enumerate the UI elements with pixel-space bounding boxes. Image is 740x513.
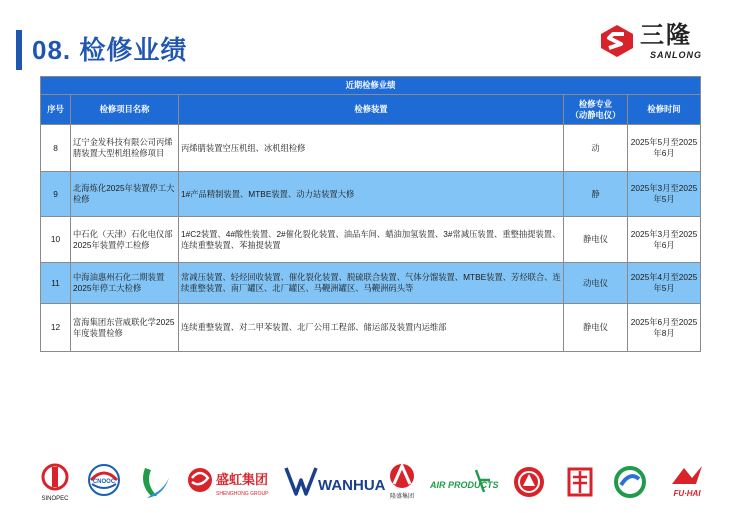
green-wave-logo xyxy=(136,462,172,502)
period: 2025年5月至2025年6月 xyxy=(628,125,701,172)
brand-name-cn: 三隆 xyxy=(640,22,692,49)
column-header: 检修时间 xyxy=(628,95,701,125)
specialty: 静电仪 xyxy=(564,217,628,263)
fuhai-logo xyxy=(662,462,712,502)
row-number: 10 xyxy=(41,217,71,263)
red-square-logo xyxy=(564,462,596,502)
column-header: 检修装置 xyxy=(179,95,564,125)
wanhua-logo xyxy=(284,462,386,502)
specialty: 动 xyxy=(564,125,628,172)
units: 1#产品精制装置、MTBE装置、动力站装置大修 xyxy=(179,172,564,217)
maintenance-table xyxy=(40,76,701,352)
longsheng-logo xyxy=(382,462,422,502)
units: 常减压装置、轻烃回收装置、催化裂化装置、脱硫联合装置、气体分馏装置、MTBE装置、芳烃联合、连续重整装置、南厂罐区、北厂罐区、马鞭洲罐区、马鞭洲码头等 xyxy=(179,263,564,304)
cnooc-logo xyxy=(84,462,124,502)
cnooc-wordmark: CNOOC xyxy=(92,479,116,485)
project-name: 中石化（天津）石化电仪部2025年装置停工检修 xyxy=(71,217,179,263)
project-name: 辽宁金发科技有限公司丙烯腈装置大型机组检修项目 xyxy=(71,125,179,172)
sanlong-mark-icon xyxy=(600,24,634,58)
units: 丙烯腈装置空压机组、冰机组检修 xyxy=(179,125,564,172)
period: 2025年3月至2025年6月 xyxy=(628,217,701,263)
row-number: 12 xyxy=(41,304,71,352)
airproducts-wordmark: AIR PRODUCTS xyxy=(430,480,499,490)
red-square-icon xyxy=(565,465,595,499)
fuhai-icon xyxy=(662,462,712,502)
title-accent-bar xyxy=(16,30,22,70)
shenghong-en: SHENGHONG GROUP xyxy=(216,491,269,497)
project-name: 富海集团东营威联化学2025年度装置检修 xyxy=(71,304,179,352)
table-row xyxy=(41,217,701,263)
red-round-logo xyxy=(512,462,546,502)
period: 2025年6月至2025年8月 xyxy=(628,304,701,352)
green-swirl-logo xyxy=(612,462,648,502)
partner-logos xyxy=(36,462,716,502)
project-name: 中海油惠州石化二期装置2025年停工大检修 xyxy=(71,263,179,304)
shenghong-logo xyxy=(186,462,276,502)
specialty: 动电仪 xyxy=(564,263,628,304)
sinopec-logo xyxy=(36,462,74,502)
table-caption: 近期检修业绩 xyxy=(41,77,701,95)
sinopec-icon xyxy=(37,462,73,502)
brand-name-en: SANLONG xyxy=(650,50,702,60)
red-round-icon xyxy=(512,464,546,500)
longsheng-icon xyxy=(382,462,422,502)
table-row xyxy=(41,125,701,172)
row-number: 11 xyxy=(41,263,71,304)
project-name: 北海炼化2025年装置停工大检修 xyxy=(71,172,179,217)
shenghong-cn: 盛虹集团 xyxy=(216,473,269,488)
longsheng-cn: 隆盛集团 xyxy=(389,493,415,500)
table-row xyxy=(41,172,701,217)
table-row xyxy=(41,263,701,304)
airproducts-logo xyxy=(428,462,498,502)
shenghong-icon xyxy=(186,462,276,502)
wanhua-icon xyxy=(284,462,386,502)
column-header: 检修项目名称 xyxy=(71,95,179,125)
period: 2025年3月至2025年5月 xyxy=(628,172,701,217)
fuhai-wordmark: FU·HAI xyxy=(673,489,701,498)
column-header: 序号 xyxy=(41,95,71,125)
airproducts-icon xyxy=(428,462,498,502)
specialty: 静 xyxy=(564,172,628,217)
sinopec-wordmark: SINOPEC xyxy=(41,496,69,502)
row-number: 8 xyxy=(41,125,71,172)
green-wave-icon xyxy=(137,464,171,500)
units: 1#C2装置、4#酸性装置、2#催化裂化装置、油品车间、蜡油加氢装置、3#常减压装置、重整抽提装置、连续重整装置、苯抽提装置 xyxy=(179,217,564,263)
specialty: 静电仪 xyxy=(564,304,628,352)
units: 连续重整装置、对二甲苯装置、北厂公用工程部、储运部及装置内运维部 xyxy=(179,304,564,352)
wanhua-wordmark: WANHUA xyxy=(318,477,386,494)
sanlong-logo xyxy=(600,22,718,62)
page-title: 08. 检修业绩 xyxy=(32,35,188,65)
column-header: 检修专业 （动静电仪） xyxy=(564,95,628,125)
table-row xyxy=(41,304,701,352)
row-number: 9 xyxy=(41,172,71,217)
green-swirl-icon xyxy=(613,465,647,499)
period: 2025年4月至2025年5月 xyxy=(628,263,701,304)
cnooc-icon xyxy=(84,462,124,502)
